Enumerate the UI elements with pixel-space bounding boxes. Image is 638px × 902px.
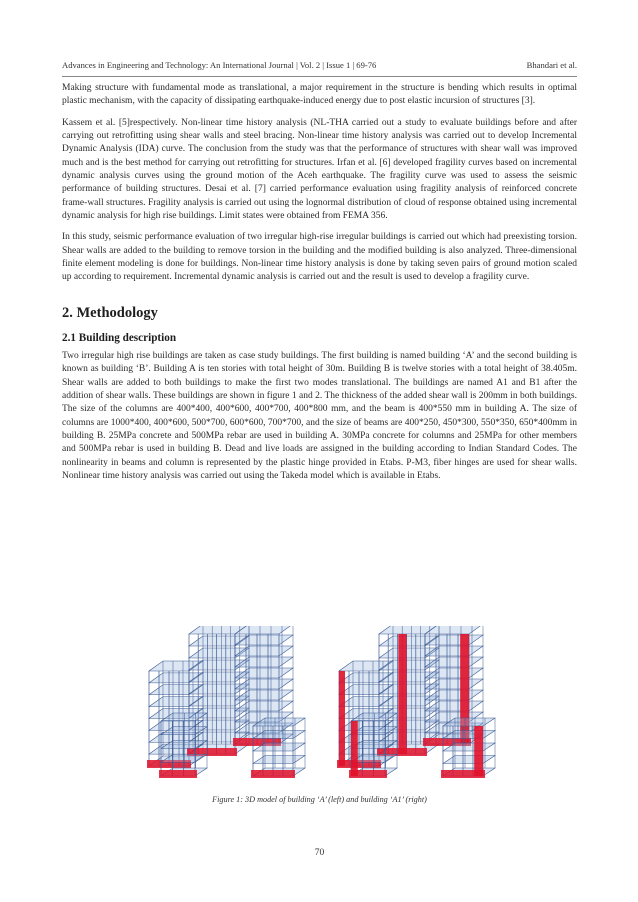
figure-1 [143, 626, 503, 781]
figure-1-image [143, 626, 503, 781]
section-heading: 2. Methodology [62, 304, 158, 321]
page-body [62, 82, 577, 491]
figure-caption: Figure 1: 3D model of building ‘A’ (left) and building ‘A1’ (right) [212, 795, 427, 804]
paragraph-study: In this study, seismic performance evaluation of two irregular high-rise irregular buildings is carried out which had preexisting torsion. Shear walls are added to the building to remove torsion in the building and the modified building is also analyzed. Three-dimensional finite element modeling is done for buildings. Non-linear time history analysis is done by taking seven pairs of ground motion scaled up according to requirement. Incremental dynamic analysis is carried out and the result is used to develop a fragility curve. [62, 232, 577, 283]
building-a-model [147, 626, 305, 778]
paragraph-intro: Making structure with fundamental mode as translational, a major requirement in the structure is bending which results in optimal plastic mechanism, with the capacity of dissipating earthquake-induced energy due to post elastic incursion of structures [3]. [62, 83, 577, 107]
paragraph-literature: Kassem et al. [5]respectively. Non-linear time history analysis (NL-THA carried out a study to evaluate buildings before and after carrying out retrofitting using shear walls and steel bracing. Non-linear time history analysis was carried out to develop Incremental Dynamic Analysis (IDA) curve. The conclusion from the study was that the performance of structures with shear wall was improved much and is the best method for carrying out retrofitting for structures. Irfan et al. [6] developed fragility curves based on incremental dynamic analysis curves using the ground motion of the Aceh earthquake. The fragility curve was used to assess the seismic performance of building structures. Desai et al. [7] carried performance evaluation using fragility analysis of reinforced concrete frame-wall structures. Fragility analysis is carried out using the lognormal distribution of cloud of response obtained using incremental dynamic analysis for high rise buildings. Limit states were obtained from FEMA 356. [62, 117, 577, 222]
paragraph-building-description: Two irregular high rise buildings are taken as case study buildings. The first building is named building ‘A’ and the second building is known as building ‘B’. Building A is ten stories with total height of 30m. Building B is twelve stories with a total height of 38.405m. Shear walls are added to both buildings to make the first two modes translational. The buildings are named A1 and B1 after the addition of shear walls. These buildings are shown in figure 1 and 2. The thickness of the added shear wall is 200mm in both buildings. The size of the columns are 400*400, 400*600, 400*700, 400*800 mm, and the beam is 400*550 mm in building A. The size of columns are 1000*400, 400*600, 500*700, 600*600, 700*700, and the size of beams are 400*250, 450*300, 550*350, 650*400mm in building B. 25MPa concrete and 500MPa rebar are used in building A. 30MPa concrete for columns and 25MPa for other members and 500MPa rebar is used in building B. Dead and live loads are assigned in the building according to Indian Standard Codes. The nonlinearity in beams and column is represented by the plastic hinge provided in Etabs. P-M3, fiber hinges are used for shear walls. Nonlinear time history analysis was carried out using the Takeda model which is available in Etabs. [62, 350, 577, 481]
building-a1-model [337, 626, 495, 778]
journal-citation: Advances in Engineering and Technology: An International Journal | Vol. 2 | Issue 1 | 69-76 [62, 60, 377, 70]
subsection-heading: 2.1 Building description [62, 331, 177, 344]
page-number: 70 [314, 848, 325, 858]
header-rule [62, 76, 577, 77]
running-header [62, 60, 577, 70]
author-short: Bhandari et al. [526, 60, 577, 70]
